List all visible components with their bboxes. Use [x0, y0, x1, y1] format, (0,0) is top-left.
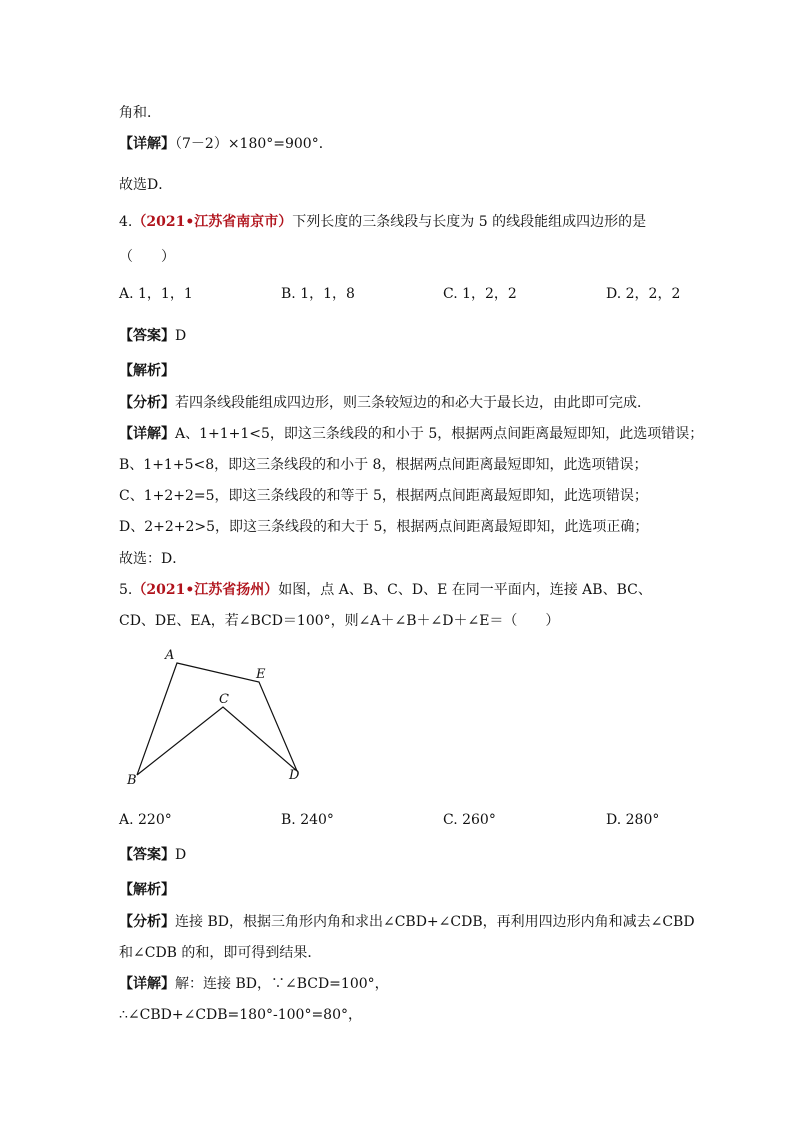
q4-choose: 故选：D．	[119, 551, 187, 567]
detail-tag: 【详解】	[119, 426, 175, 442]
fenxi-tag: 【分析】	[119, 914, 175, 930]
question-source: （2021•江苏省南京市）	[132, 214, 293, 230]
label-d: D	[289, 768, 300, 783]
q4-option-a: A. 1，1，1	[119, 286, 193, 302]
q5-detail-1	[119, 974, 389, 994]
answer-tag: 【答案】	[119, 328, 175, 344]
q4-detail-line-1	[119, 424, 703, 444]
q4-paren: （ ）	[119, 249, 175, 265]
q4-answer	[119, 326, 186, 346]
answer-tag: 【答案】	[119, 847, 175, 863]
pentagon-figure	[119, 645, 329, 790]
q4-analysis-tag: 【解析】	[119, 363, 175, 379]
detail-tag: 【详解】	[119, 976, 175, 992]
q4-detail-line-3: C、1+2+2=5，即这三条线段的和等于 5，根据两点间距离最短即知，此选项错误；	[119, 488, 648, 504]
question-number: 5.	[119, 582, 133, 598]
q4-detail-line-2: B、1+1+5<8，即这三条线段的和小于 8，根据两点间距离最短即知，此选项错误；	[119, 457, 648, 473]
q5-detail-2: ∴∠CBD+∠CDB=180°-100°=80°，	[119, 1007, 362, 1023]
label-c: C	[219, 692, 229, 707]
label-a: A	[165, 648, 175, 663]
q5-fenxi-2: 和∠CDB 的和，即可得到结果．	[119, 945, 322, 961]
question-text: 如图，点 A、B、C、D、E 在同一平面内，连接 AB、BC、	[278, 582, 652, 598]
fenxi-tag: 【分析】	[119, 395, 175, 411]
detail-text: 解：连接 BD，∵∠BCD=100°，	[175, 976, 389, 992]
q5-option-d: D. 280°	[606, 812, 660, 828]
fenxi-text: 若四条线段能组成四边形，则三条较短边的和必大于最长边，由此即可完成．	[175, 395, 651, 411]
answer-value: D	[175, 328, 187, 344]
prev-detail	[119, 134, 333, 154]
q5-stem-1	[119, 580, 652, 600]
q4-option-c: C. 1，2，2	[443, 286, 517, 302]
q4-fenxi	[119, 393, 651, 413]
figure-outline	[137, 663, 297, 775]
detail-text: A、1+1+1<5，即这三条线段的和小于 5，根据两点间距离最短即知，此选项错误；	[175, 426, 704, 442]
answer-value: D	[175, 847, 187, 863]
q5-stem-2: CD、DE、EA，若∠BCD＝100°，则∠A＋∠B＋∠D＋∠E＝（ ）	[119, 613, 560, 629]
q5-analysis-tag: 【解析】	[119, 882, 175, 898]
prev-tail: 角和．	[119, 105, 161, 121]
q5-option-b: B. 240°	[281, 812, 334, 828]
q4-option-b: B. 1，1，8	[281, 286, 355, 302]
q4-option-d: D. 2，2，2	[606, 286, 681, 302]
label-b: B	[127, 773, 137, 788]
question-text: 下列长度的三条线段与长度为 5 的线段能组成四边形的是	[292, 214, 647, 230]
q5-fenxi-1	[119, 912, 695, 932]
question-source: （2021•江苏省扬州）	[132, 582, 279, 598]
question-number: 4.	[119, 214, 133, 230]
q5-option-c: C. 260°	[443, 812, 496, 828]
label-e: E	[256, 667, 266, 682]
q5-answer	[119, 845, 186, 865]
detail-tag: 【详解】	[119, 136, 175, 152]
detail-text: （7－2）×180°=900°．	[175, 136, 333, 152]
prev-choose: 故选D．	[119, 177, 173, 193]
q4-detail-line-4: D、2+2+2>5，即这三条线段的和大于 5，根据两点间距离最短即知，此选项正确；	[119, 519, 649, 535]
fenxi-text: 连接 BD，根据三角形内角和求出∠CBD+∠CDB，再利用四边形内角和减去∠CBD	[175, 914, 695, 930]
q4-stem	[119, 212, 646, 232]
q5-option-a: A. 220°	[119, 812, 172, 828]
